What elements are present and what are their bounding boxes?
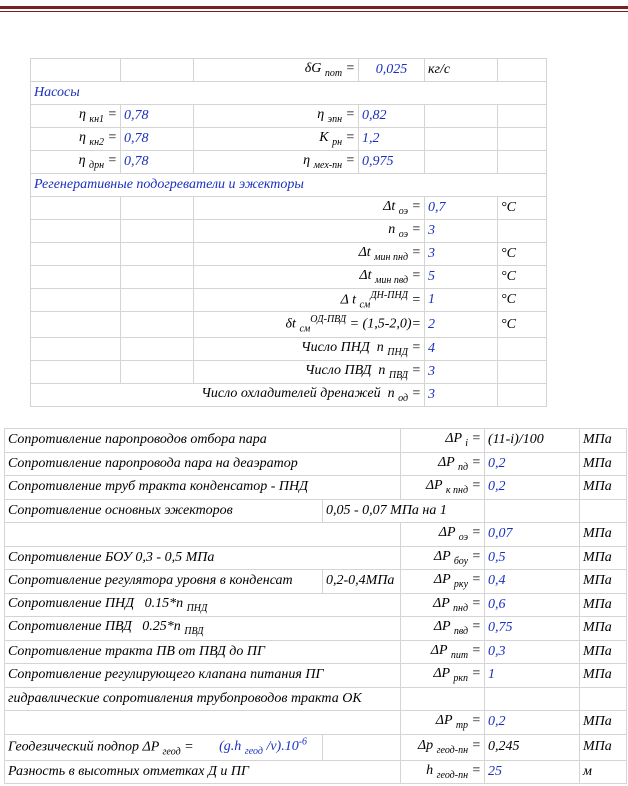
- param-label: ΔP $_{пд}$ =: [401, 452, 485, 476]
- param-value: 3: [425, 220, 498, 243]
- table-row: [5, 476, 627, 500]
- param-value: 0,2: [485, 711, 580, 735]
- table-row: [5, 593, 627, 617]
- table-row: [31, 312, 547, 338]
- param-value: 0,78: [121, 128, 194, 151]
- table-row: [5, 452, 627, 476]
- param-label: ΔP $_{пит}$ =: [401, 640, 485, 664]
- param-label: Δt $_{оэ}$ =: [194, 197, 425, 220]
- param-value: 0,975: [359, 151, 425, 174]
- param-unit: МПа: [580, 546, 627, 570]
- param-label: δG $_{пот}$ =: [194, 59, 359, 82]
- row-description: Сопротивление паропроводов отбора пара: [5, 429, 401, 453]
- param-label: ΔP $_{пнд}$ =: [401, 593, 485, 617]
- row-note: 0,05 - 0,07 МПа на 1: [323, 499, 485, 523]
- param-label: Δp $_{геод-пн}$ =: [401, 734, 485, 760]
- param-value: 0,78: [121, 105, 194, 128]
- param-unit: °C: [498, 243, 547, 266]
- table-row: [5, 429, 627, 453]
- param-label: Δ t $_{см}^{ДН-ПНД}$ =: [194, 289, 425, 312]
- table-row: [5, 570, 627, 594]
- table-row: [5, 687, 627, 711]
- row-description: Сопротивление труб тракта конденсатор - ПНД: [5, 476, 401, 500]
- param-label: ΔP $_{тр}$ =: [401, 711, 485, 735]
- param-value: 0,2: [485, 452, 580, 476]
- param-value: 3: [425, 384, 498, 407]
- table-row: [31, 59, 547, 82]
- parameters-table: [30, 58, 547, 407]
- table-row: [31, 361, 547, 384]
- table-row: [31, 128, 547, 151]
- formula: (g.h $_{геод}$ $/v).10^{-6}$: [219, 736, 308, 758]
- param-unit: кг/с: [425, 59, 498, 82]
- param-unit: °C: [498, 312, 547, 338]
- param-value: 0,78: [121, 151, 194, 174]
- row-description: гидравлические сопротивления трубопроводов тракта ОК: [5, 687, 401, 711]
- param-value: 1: [425, 289, 498, 312]
- param-label: ΔP $_i$ =: [401, 429, 485, 453]
- table-row: [31, 105, 547, 128]
- param-value: 0,4: [485, 570, 580, 594]
- param-value: 0,245: [485, 734, 580, 760]
- param-value: 0,025: [359, 59, 425, 82]
- param-value: 1,2: [359, 128, 425, 151]
- table-row: [31, 384, 547, 407]
- param-unit: МПа: [580, 429, 627, 453]
- param-label: h $_{геод-пн}$ =: [401, 760, 485, 784]
- param-value: 4: [425, 338, 498, 361]
- param-value: 5: [425, 266, 498, 289]
- param-value: 0,7: [425, 197, 498, 220]
- param-unit: МПа: [580, 523, 627, 547]
- param-label: ΔP $_{к пнд}$ =: [401, 476, 485, 500]
- param-label: η $_{эпн}$ =: [194, 105, 359, 128]
- table-row: [5, 546, 627, 570]
- param-label: η $_{дрн}$ =: [31, 151, 121, 174]
- param-unit: °C: [498, 266, 547, 289]
- param-label: η $_{кн1}$ =: [31, 105, 121, 128]
- row-description: Сопротивление БОУ 0,3 - 0,5 МПа: [5, 546, 401, 570]
- param-label: η $_{мех-пн}$ =: [194, 151, 359, 174]
- param-label: K $_{рн}$ =: [194, 128, 359, 151]
- param-unit: °C: [498, 289, 547, 312]
- row-description: Сопротивление тракта ПВ от ПВД до ПГ: [5, 640, 401, 664]
- table-row: [31, 266, 547, 289]
- param-label: Δt $_{мин пнд}$ =: [194, 243, 425, 266]
- table-row: [5, 499, 627, 523]
- param-label: δt $_{см}^{ОД-ПВД}$ = (1,5-2,0)=: [194, 312, 425, 338]
- param-label: ΔP $_{пвд}$ =: [401, 617, 485, 641]
- param-label: Δt $_{мин пвд}$ =: [194, 266, 425, 289]
- param-label: ΔP $_{оэ}$ =: [401, 523, 485, 547]
- row-description: Сопротивление регулятора уровня в конденсат: [5, 570, 323, 594]
- param-value: 2: [425, 312, 498, 338]
- param-value: 0,3: [485, 640, 580, 664]
- param-unit: °C: [498, 197, 547, 220]
- section-title: Регенеративные подогреватели и эжекторы: [31, 174, 547, 197]
- param-unit: м: [580, 760, 627, 784]
- param-value: 0,2: [485, 476, 580, 500]
- param-value: 3: [425, 243, 498, 266]
- table-row: [5, 711, 627, 735]
- param-label: Число охладителей дренажей n $_{од}$ =: [31, 384, 425, 407]
- param-value: 1: [485, 664, 580, 688]
- param-value: 3: [425, 361, 498, 384]
- table-row: [31, 151, 547, 174]
- table-row: [5, 640, 627, 664]
- param-value: 0,5: [485, 546, 580, 570]
- table-row: [31, 197, 547, 220]
- header-rule: [0, 6, 628, 9]
- table-row: [5, 664, 627, 688]
- param-value: (11-i)/100: [485, 429, 580, 453]
- param-label: ΔP $_{рку}$ =: [401, 570, 485, 594]
- row-description: Разность в высотных отметках Д и ПГ: [5, 760, 401, 784]
- param-value: 25: [485, 760, 580, 784]
- table-row: [5, 734, 627, 760]
- param-value: 0,82: [359, 105, 425, 128]
- param-value: 0,6: [485, 593, 580, 617]
- row-description: Сопротивление регулирующего клапана питания ПГ: [5, 664, 401, 688]
- param-label: Число ПВД n $_{ПВД}$ =: [194, 361, 425, 384]
- table-row: [31, 220, 547, 243]
- table-row: [31, 82, 547, 105]
- table-row: [5, 617, 627, 641]
- param-unit: МПа: [580, 734, 627, 760]
- param-label: ΔP $_{ркп}$ =: [401, 664, 485, 688]
- table-row: [31, 338, 547, 361]
- row-description: Сопротивление ПНД 0.15*n $_{ПНД}$: [5, 593, 401, 617]
- param-unit: МПа: [580, 617, 627, 641]
- row-description: Сопротивление ПВД 0.25*n $_{ПВД}$: [5, 617, 401, 641]
- param-value: 0,75: [485, 617, 580, 641]
- param-unit: МПа: [580, 664, 627, 688]
- section-title: Насосы: [31, 82, 547, 105]
- table-row: [31, 289, 547, 312]
- param-value: 0,07: [485, 523, 580, 547]
- table-row: [31, 174, 547, 197]
- row-note: 0,2-0,4МПа: [323, 570, 401, 594]
- table-row: [5, 760, 627, 784]
- row-description: Геодезический подпор ΔP $_{геод}$ = (g.h $_{геод}$ $/v).10^{-6}$: [5, 734, 323, 760]
- resistance-table: [4, 428, 627, 784]
- param-unit: МПа: [580, 452, 627, 476]
- param-unit: МПа: [580, 711, 627, 735]
- table-row: [5, 523, 627, 547]
- param-label: n $_{оэ}$ =: [194, 220, 425, 243]
- param-unit: МПа: [580, 593, 627, 617]
- row-description: Сопротивление паропровода пара на деаэратор: [5, 452, 401, 476]
- param-label: η $_{кн2}$ =: [31, 128, 121, 151]
- header-rule-thin: [0, 11, 628, 12]
- param-unit: МПа: [580, 476, 627, 500]
- param-unit: МПа: [580, 570, 627, 594]
- param-unit: МПа: [580, 640, 627, 664]
- param-label: Число ПНД n $_{ПНД}$ =: [194, 338, 425, 361]
- param-label: ΔP $_{боу}$ =: [401, 546, 485, 570]
- row-description: Сопротивление основных эжекторов: [5, 499, 323, 523]
- table-row: [31, 243, 547, 266]
